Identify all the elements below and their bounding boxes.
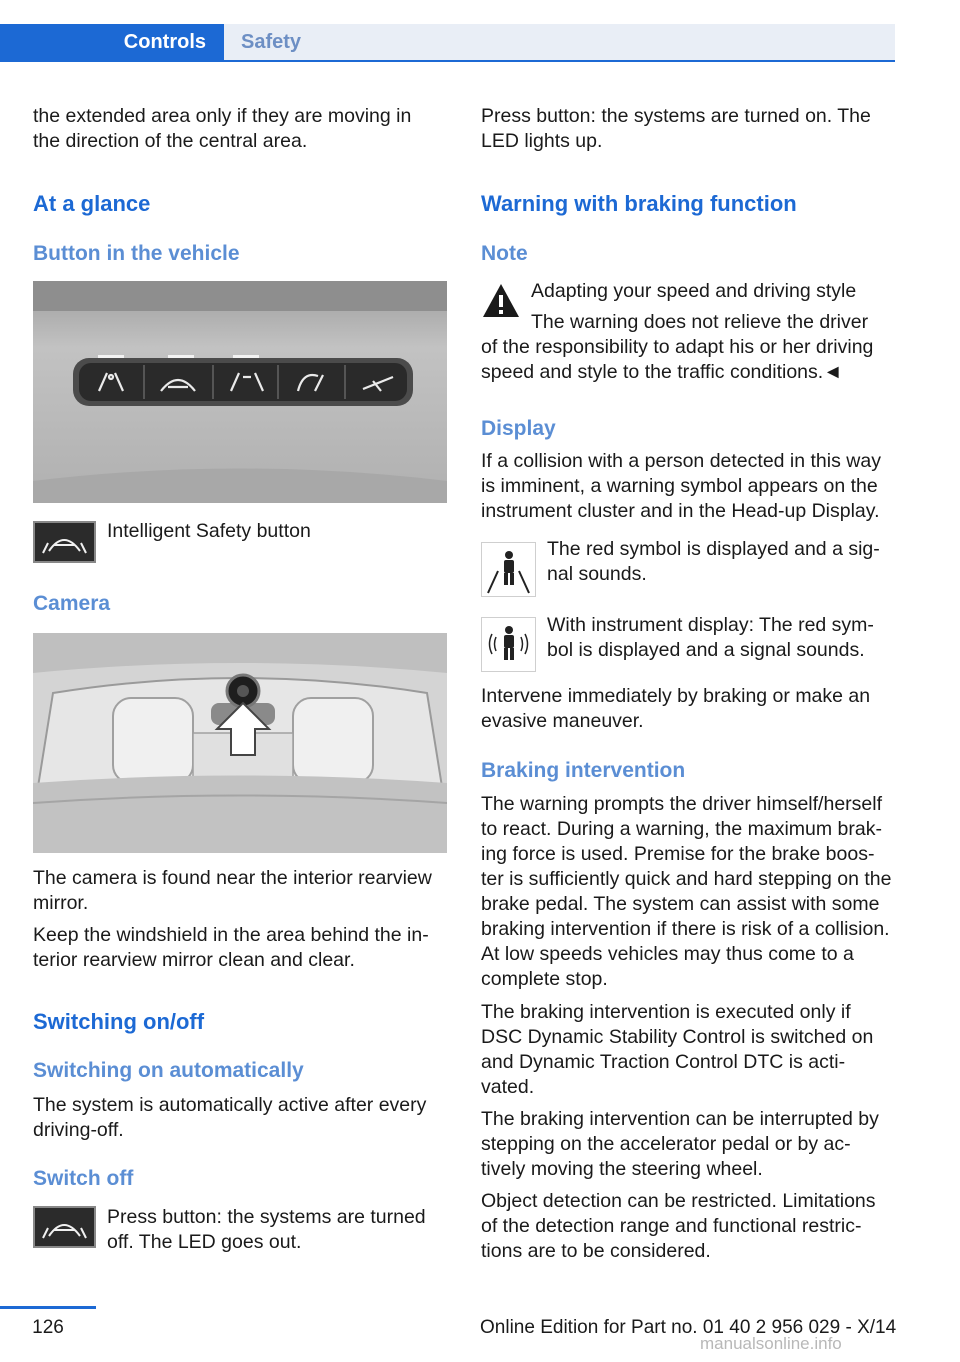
braking-paragraph-1: The warning prompts the driver himself/herself to react. During a warning, the maximum brak‐ing force is used. Premise for the brake boos‐ter is sufficiently quick and hard stepping on the brake pedal. The system can assist with some braking intervention if there is risk of a collision. At low speeds vehicles may thus come to a complete stop.: [481, 793, 892, 990]
camera-paragraph-2: Keep the windshield in the area behind the in‐terior rearview mirror clean and clear.: [33, 924, 429, 971]
intelligent-safety-icon: [33, 1206, 96, 1248]
switch-off-paragraph: Press button: the systems are turned off. The LED goes out.: [107, 1206, 426, 1253]
display-paragraph: If a collision with a person detected in this way is imminent, a warning symbol appears on the instrument cluster and in the Head-up Display.: [481, 450, 881, 522]
heading-note: Note: [481, 242, 528, 265]
header-divider: [0, 60, 895, 62]
watermark: manualsonline.info: [700, 1334, 842, 1353]
heading-button-in-vehicle: Button in the vehicle: [33, 242, 240, 265]
note-line-1: The warning does not relieve the driver: [531, 311, 869, 333]
intervene-paragraph: Intervene immediately by braking or make an evasive maneuver.: [481, 685, 871, 732]
note-body: of the responsibility to adapt his or her driving speed and style to the traffic conditions.◄: [481, 336, 874, 383]
note-title: Adapting your speed and driving style: [531, 280, 857, 302]
intro-paragraph: the extended area only if they are moving in the direction of the central area.: [33, 105, 412, 152]
heading-display: Display: [481, 417, 556, 440]
edition-text: Online Edition for Part no. 01 40 2 956 029 - X/14: [480, 1317, 897, 1338]
intelligent-safety-icon: [33, 521, 96, 563]
heading-switch-off: Switch off: [33, 1167, 134, 1190]
button-panel-image: [33, 281, 447, 503]
heading-at-a-glance: At a glance: [33, 191, 151, 216]
press-on-paragraph: Press button: the systems are turned on. The LED lights up.: [481, 105, 871, 152]
camera-image: [33, 633, 447, 853]
heading-switching-on-off: Switching on/off: [33, 1009, 205, 1034]
symbol-1-text: The red symbol is displayed and a sig‐nal sounds.: [547, 538, 880, 585]
warning-triangle-icon: [481, 281, 521, 321]
heading-switching-on-automatically: Switching on automatically: [33, 1059, 304, 1082]
camera-paragraph-1: The camera is found near the interior rearview mirror.: [33, 867, 432, 914]
heading-warning-braking: Warning with braking function: [481, 191, 797, 216]
braking-paragraph-4: Object detection can be restricted. Limitations of the detection range and functional restric‐tions are to be considered.: [481, 1190, 876, 1262]
heading-braking-intervention: Braking intervention: [481, 759, 686, 782]
page-number-rule: [0, 1306, 96, 1309]
tab-controls: Controls: [0, 24, 224, 61]
symbol-2-text: With instrument display: The red sym‐bol is displayed and a signal sounds.: [547, 614, 874, 661]
braking-paragraph-3: The braking intervention can be interrupted by stepping on the accelerator pedal or by ac‐tively moving the steering wheel.: [481, 1108, 879, 1180]
page-number: 126: [32, 1317, 64, 1338]
pedestrian-warning-icon: [481, 542, 536, 597]
auto-paragraph: The system is automatically active after every driving-off.: [33, 1094, 427, 1141]
button-caption: Intelligent Safety button: [107, 520, 311, 542]
heading-camera: Camera: [33, 592, 111, 615]
tab-safety: Safety: [224, 24, 895, 61]
braking-paragraph-2: The braking intervention is executed only if DSC Dynamic Stability Control is switched on and Dynamic Traction Control DTC is acti‐vated.: [481, 1001, 874, 1098]
pedestrian-sound-warning-icon: [481, 617, 536, 672]
